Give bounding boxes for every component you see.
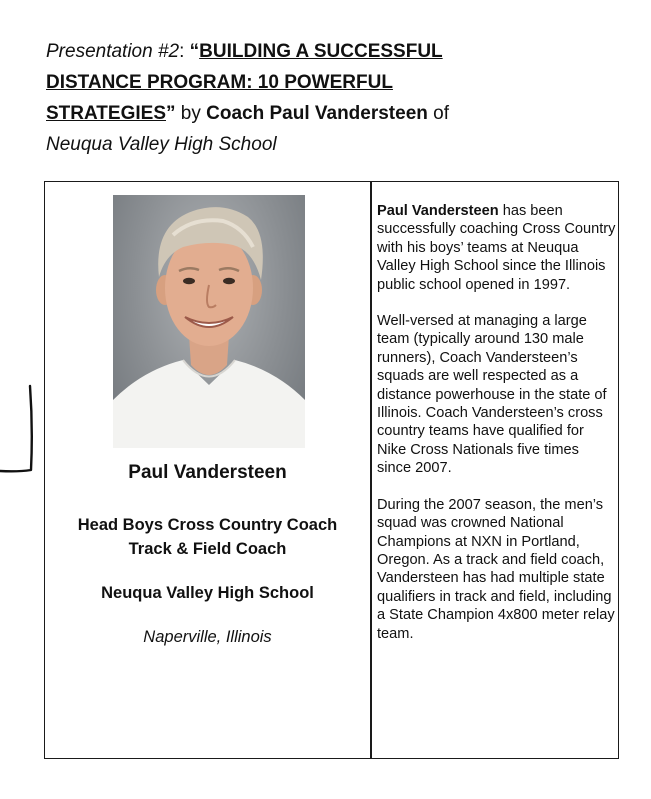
presentation-number: Presentation #2 (46, 41, 180, 62)
bio-paragraph-2: Well-versed at managing a large team (typically around 130 male runners), Coach Vandersteen’s squads are well respected as a distance powerhouse in the state of Illinois. Coach Vandersteen’s cross country teams have qualified for Nike Cross Nationals five times since 2007. (377, 313, 607, 477)
heading-colon: : (179, 41, 190, 62)
close-quote: ” (166, 103, 176, 124)
bio-paragraph-1 (377, 202, 617, 294)
column-divider (370, 182, 372, 758)
coach-location: Naperville, Illinois (143, 628, 272, 646)
presentation-title-line2: DISTANCE PROGRAM: 10 POWERFUL (46, 72, 393, 93)
coach-profile-table (44, 181, 619, 759)
open-quote: “ (189, 41, 200, 62)
heading-by: by (175, 103, 207, 124)
bio-column (377, 202, 617, 661)
coach-photo (113, 195, 305, 448)
coach-title-track-field: Track & Field Coach (128, 540, 287, 558)
profile-column (45, 182, 370, 758)
bio-paragraph-1-text: has been successfully coaching Cross Country with his boys’ teams at Neuqua Valley High School since the Illinois public school opened in 1997. (377, 203, 616, 293)
speaker-name: Coach Paul Vandersteen (206, 103, 428, 124)
heading-of: of (427, 103, 449, 124)
bio-paragraph-3: During the 2007 season, the men’s squad was crowned National Champions at NXN in Portland, Oregon. As a track and field coach, Vandersteen has had multiple state qualifiers in track and field, including a State Champion 4x800 meter relay team. (377, 496, 615, 642)
coach-name: Paul Vandersteen (128, 462, 287, 483)
coach-title-head-boys-xc: Head Boys Cross Country Coach (77, 516, 338, 534)
bio-name: Paul Vandersteen (377, 203, 499, 219)
presentation-heading (46, 36, 606, 160)
presentation-title-line1: BUILDING A SUCCESSFUL (199, 41, 443, 62)
coach-school: Neuqua Valley High School (101, 584, 314, 602)
heading-school: Neuqua Valley High School (46, 134, 277, 155)
presentation-title-line3: STRATEGIES (46, 103, 166, 124)
margin-bracket-mark (0, 378, 40, 478)
